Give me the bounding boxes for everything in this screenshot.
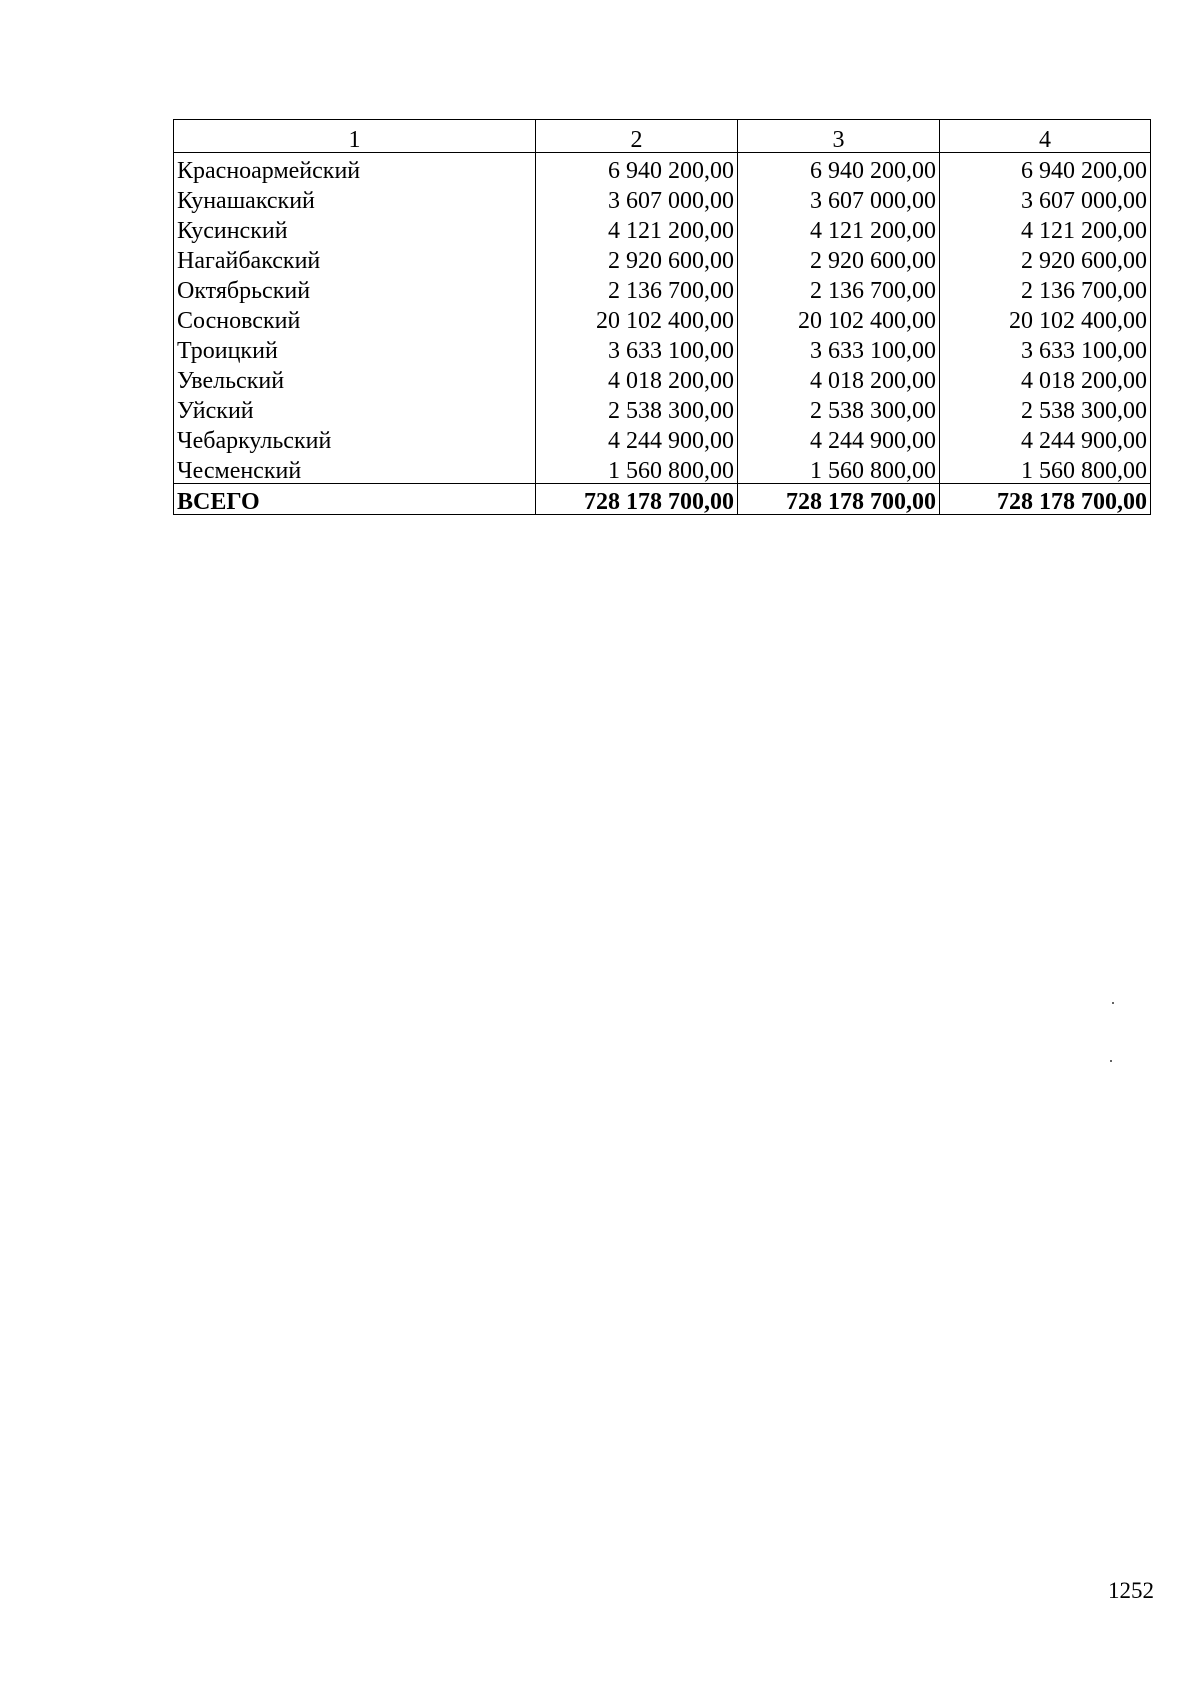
value-col-4: 4 244 900,00 [940, 423, 1151, 453]
value-col-3: 3 607 000,00 [738, 183, 940, 213]
value-col-3: 4 018 200,00 [738, 363, 940, 393]
value-col-2: 3 633 100,00 [536, 333, 738, 363]
table-row [174, 183, 1151, 213]
district-name: Красноармейский [174, 153, 536, 184]
value-col-2: 4 018 200,00 [536, 363, 738, 393]
district-name: Кусинский [174, 213, 536, 243]
value-col-2: 20 102 400,00 [536, 303, 738, 333]
column-header-1: 1 [174, 120, 536, 153]
header-row [174, 120, 1151, 153]
value-col-2: 3 607 000,00 [536, 183, 738, 213]
value-col-2: 4 244 900,00 [536, 423, 738, 453]
value-col-4: 2 920 600,00 [940, 243, 1151, 273]
value-col-4: 4 121 200,00 [940, 213, 1151, 243]
total-col-3: 728 178 700,00 [738, 484, 940, 515]
district-name: Октябрьский [174, 273, 536, 303]
page-number: 1252 [1108, 1578, 1154, 1603]
table-row [174, 453, 1151, 484]
budget-table [173, 119, 1151, 515]
value-col-2: 2 538 300,00 [536, 393, 738, 423]
table-row [174, 423, 1151, 453]
district-name: Сосновский [174, 303, 536, 333]
total-row [174, 484, 1151, 515]
column-header-4: 4 [940, 120, 1151, 153]
district-name: Кунашакский [174, 183, 536, 213]
value-col-3: 2 920 600,00 [738, 243, 940, 273]
value-col-2: 4 121 200,00 [536, 213, 738, 243]
district-name: Увельский [174, 363, 536, 393]
total-col-2: 728 178 700,00 [536, 484, 738, 515]
district-name: Чебаркульский [174, 423, 536, 453]
table-row [174, 153, 1151, 184]
value-col-2: 1 560 800,00 [536, 453, 738, 484]
table-row [174, 333, 1151, 363]
district-name: Троицкий [174, 333, 536, 363]
total-label: ВСЕГО [174, 484, 536, 515]
value-col-4: 2 136 700,00 [940, 273, 1151, 303]
table-row [174, 273, 1151, 303]
table-row [174, 303, 1151, 333]
value-col-3: 2 136 700,00 [738, 273, 940, 303]
value-col-2: 2 920 600,00 [536, 243, 738, 273]
column-header-3: 3 [738, 120, 940, 153]
table-header [174, 120, 1151, 153]
value-col-3: 4 244 900,00 [738, 423, 940, 453]
value-col-3: 4 121 200,00 [738, 213, 940, 243]
value-col-4: 3 607 000,00 [940, 183, 1151, 213]
value-col-3: 6 940 200,00 [738, 153, 940, 184]
value-col-4: 3 633 100,00 [940, 333, 1151, 363]
table-body [174, 153, 1151, 515]
column-header-2: 2 [536, 120, 738, 153]
value-col-3: 20 102 400,00 [738, 303, 940, 333]
value-col-4: 2 538 300,00 [940, 393, 1151, 423]
table-row [174, 213, 1151, 243]
value-col-3: 3 633 100,00 [738, 333, 940, 363]
value-col-4: 6 940 200,00 [940, 153, 1151, 184]
value-col-2: 6 940 200,00 [536, 153, 738, 184]
value-col-3: 1 560 800,00 [738, 453, 940, 484]
value-col-2: 2 136 700,00 [536, 273, 738, 303]
district-name: Уйский [174, 393, 536, 423]
table-row [174, 393, 1151, 423]
value-col-4: 1 560 800,00 [940, 453, 1151, 484]
total-col-4: 728 178 700,00 [940, 484, 1151, 515]
scan-speck [1110, 1060, 1112, 1062]
scan-speck [1112, 1002, 1114, 1004]
value-col-3: 2 538 300,00 [738, 393, 940, 423]
value-col-4: 20 102 400,00 [940, 303, 1151, 333]
table-row [174, 363, 1151, 393]
value-col-4: 4 018 200,00 [940, 363, 1151, 393]
district-name: Нагайбакский [174, 243, 536, 273]
district-name: Чесменский [174, 453, 536, 484]
table-row [174, 243, 1151, 273]
